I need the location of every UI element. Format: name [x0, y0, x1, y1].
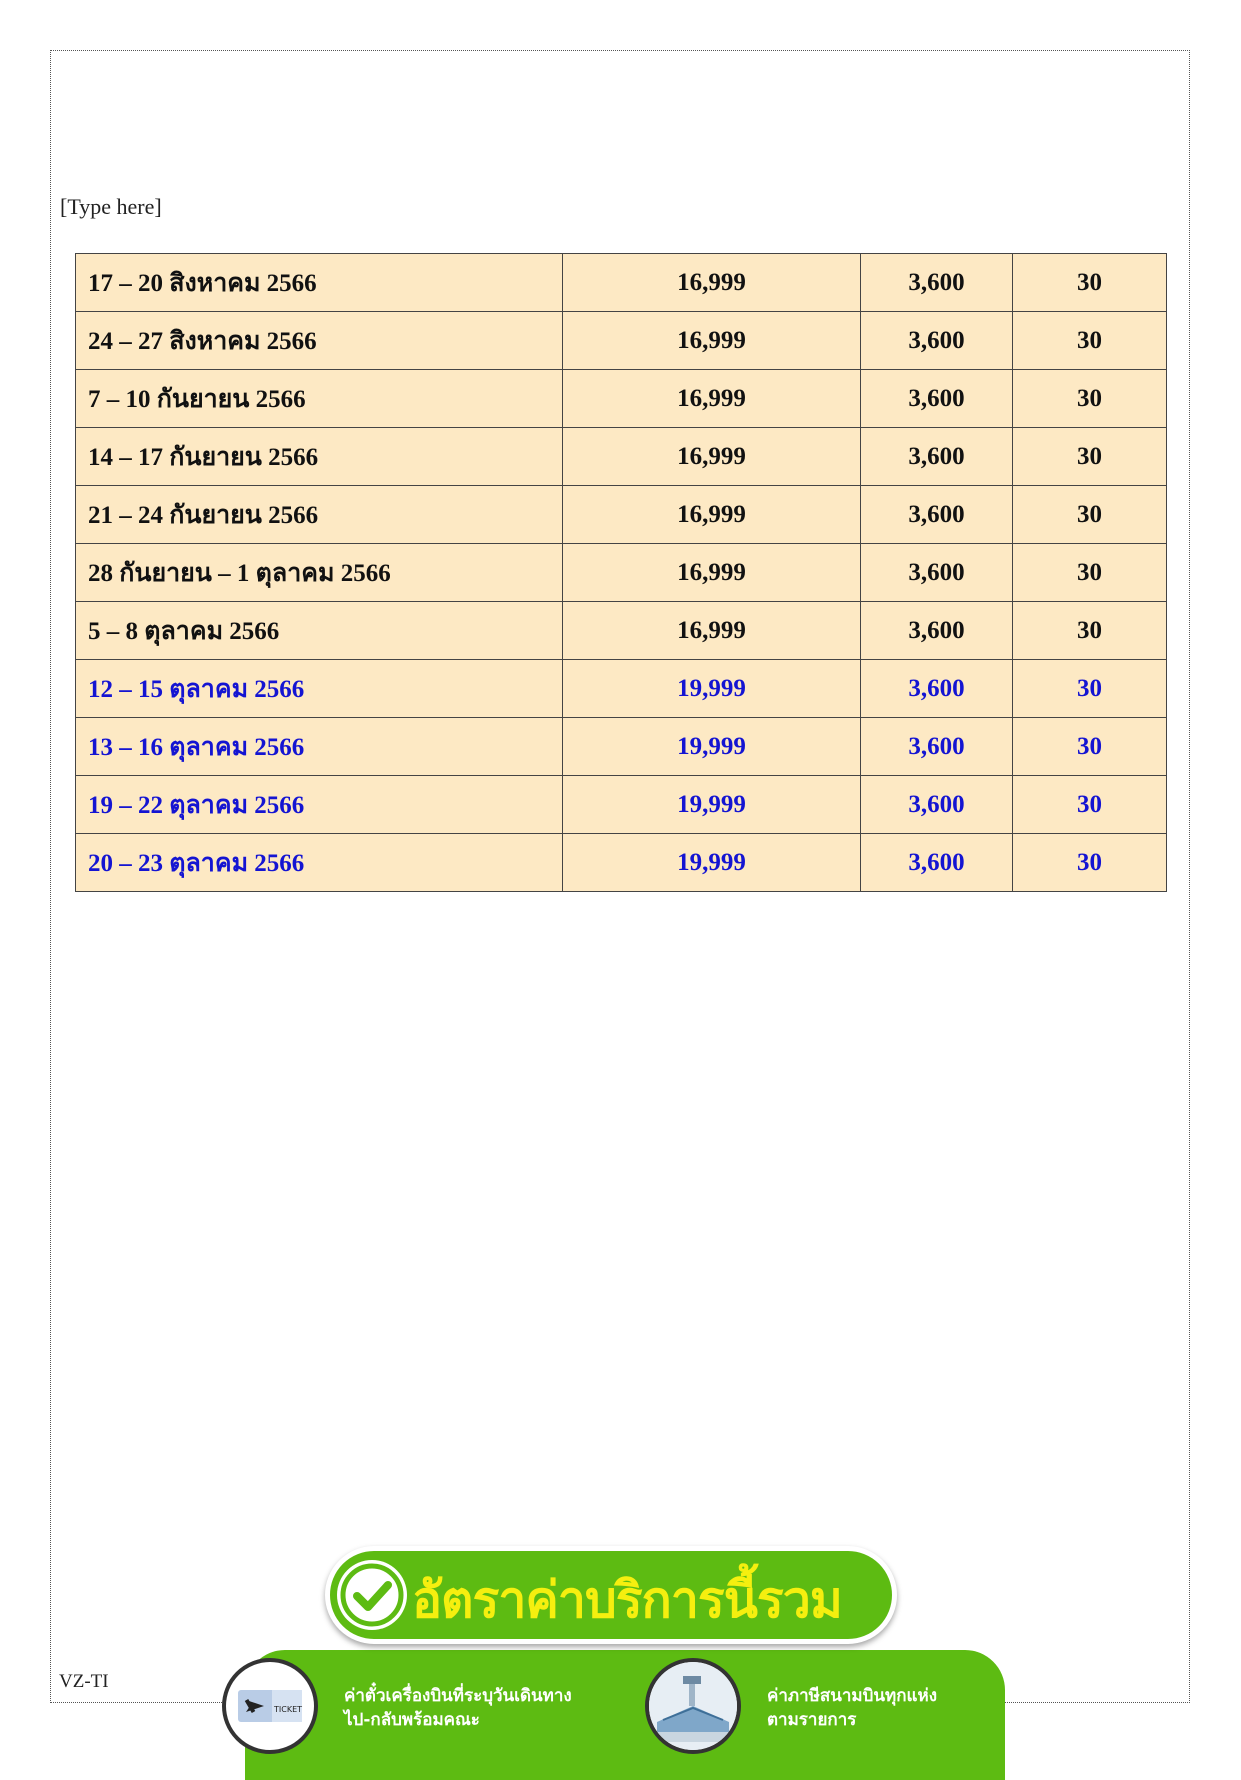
table-row — [76, 544, 1167, 602]
extra-cell: 3,600 — [861, 602, 1013, 660]
price-cell: 16,999 — [563, 370, 861, 428]
schedule-body — [76, 254, 1167, 892]
extra-cell: 3,600 — [861, 834, 1013, 892]
seats-cell: 30 — [1013, 544, 1167, 602]
feature-airport-line2: ตามรายการ — [767, 1710, 857, 1730]
seats-cell: 30 — [1013, 602, 1167, 660]
table-row — [76, 776, 1167, 834]
date-cell: 17 – 20 สิงหาคม 2566 — [76, 254, 563, 312]
price-cell: 19,999 — [563, 718, 861, 776]
checkmark-icon — [337, 1560, 407, 1630]
seats-cell: 30 — [1013, 486, 1167, 544]
extra-cell: 3,600 — [861, 254, 1013, 312]
seats-cell: 30 — [1013, 370, 1167, 428]
seats-cell: 30 — [1013, 312, 1167, 370]
extra-cell: 3,600 — [861, 312, 1013, 370]
seats-cell: 30 — [1013, 834, 1167, 892]
date-cell: 14 – 17 กันยายน 2566 — [76, 428, 563, 486]
table-row — [76, 718, 1167, 776]
table-row — [76, 312, 1167, 370]
price-cell: 19,999 — [563, 776, 861, 834]
price-cell: 16,999 — [563, 312, 861, 370]
footer-code: VZ-TI — [59, 1671, 109, 1692]
price-cell: 19,999 — [563, 660, 861, 718]
price-cell: 16,999 — [563, 602, 861, 660]
extra-cell: 3,600 — [861, 370, 1013, 428]
date-cell: 7 – 10 กันยายน 2566 — [76, 370, 563, 428]
feature-airport-text — [767, 1684, 937, 1732]
table-row — [76, 486, 1167, 544]
seats-cell: 30 — [1013, 718, 1167, 776]
date-cell: 21 – 24 กันยายน 2566 — [76, 486, 563, 544]
schedule-table — [75, 253, 1167, 892]
price-cell: 19,999 — [563, 834, 861, 892]
airport-icon — [645, 1658, 741, 1754]
table-row — [76, 370, 1167, 428]
extra-cell: 3,600 — [861, 718, 1013, 776]
date-cell: 12 – 15 ตุลาคม 2566 — [76, 660, 563, 718]
header-placeholder: [Type here] — [60, 194, 162, 219]
date-cell: 5 – 8 ตุลาคม 2566 — [76, 602, 563, 660]
seats-cell: 30 — [1013, 254, 1167, 312]
seats-cell: 30 — [1013, 428, 1167, 486]
feature-ticket-line2: ไป-กลับพร้อมคณะ — [344, 1710, 480, 1730]
extra-cell: 3,600 — [861, 776, 1013, 834]
price-cell: 16,999 — [563, 544, 861, 602]
extra-cell: 3,600 — [861, 428, 1013, 486]
feature-airport-line1: ค่าภาษีสนามบินทุกแห่ง — [767, 1686, 937, 1706]
date-cell: 19 – 22 ตุลาคม 2566 — [76, 776, 563, 834]
table-row — [76, 254, 1167, 312]
seats-cell: 30 — [1013, 660, 1167, 718]
ticket-icon — [222, 1658, 318, 1754]
extra-cell: 3,600 — [861, 486, 1013, 544]
price-cell: 16,999 — [563, 486, 861, 544]
table-row — [76, 660, 1167, 718]
table-row — [76, 602, 1167, 660]
price-cell: 16,999 — [563, 428, 861, 486]
ticket-label: TICKET — [274, 1705, 303, 1714]
price-cell: 16,999 — [563, 254, 861, 312]
date-cell: 20 – 23 ตุลาคม 2566 — [76, 834, 563, 892]
feature-ticket-line1: ค่าตั๋วเครื่องบินที่ระบุวันเดินทาง — [344, 1686, 572, 1706]
table-row — [76, 428, 1167, 486]
date-cell: 24 – 27 สิงหาคม 2566 — [76, 312, 563, 370]
promo-title: อัตราค่าบริการนี้รวม — [412, 1571, 842, 1629]
date-cell: 28 กันยายน – 1 ตุลาคม 2566 — [76, 544, 563, 602]
date-cell: 13 – 16 ตุลาคม 2566 — [76, 718, 563, 776]
seats-cell: 30 — [1013, 776, 1167, 834]
feature-ticket-text — [344, 1684, 572, 1732]
extra-cell: 3,600 — [861, 544, 1013, 602]
table-row — [76, 834, 1167, 892]
extra-cell: 3,600 — [861, 660, 1013, 718]
